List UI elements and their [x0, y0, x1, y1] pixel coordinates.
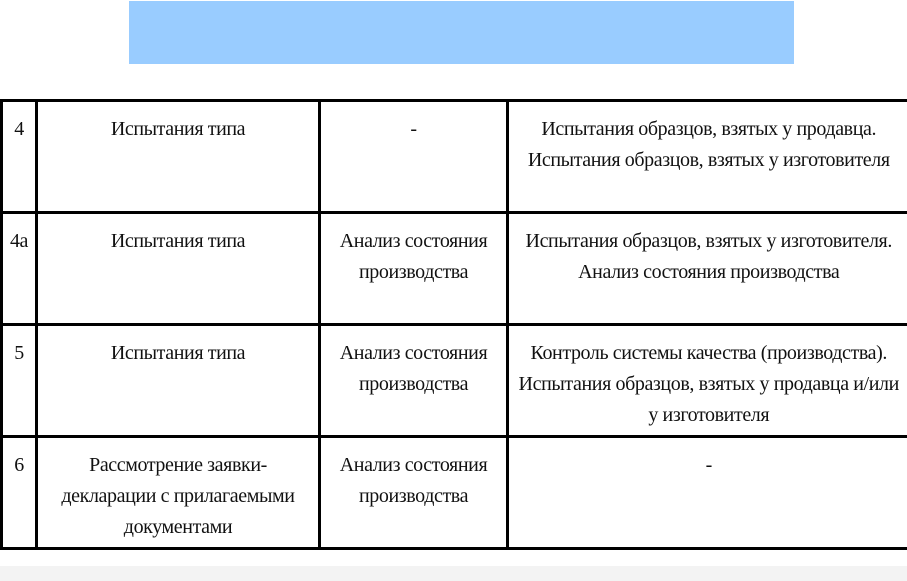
type-assessment-cell: Рассмотрение заявки-декларации с прилагаемыми документами [37, 437, 320, 549]
type-assessment-cell: Испытания типа [37, 325, 320, 437]
production-check-cell: Анализ состояния производства [320, 325, 508, 437]
production-check-cell: Анализ состояния производства [320, 213, 508, 325]
schemes-table [0, 99, 907, 550]
table-row [2, 437, 907, 549]
inspection-control-cell: Контроль системы качества (производства). Испытания образцов, взятых у продавца и/или у изготовителя [508, 325, 907, 437]
type-assessment-cell: Испытания типа [37, 101, 320, 213]
inspection-control-cell: Испытания образцов, взятых у продавца. Испытания образцов, взятых у изготовителя [508, 101, 907, 213]
scheme-number: 4 [2, 101, 37, 213]
scheme-number: 6 [2, 437, 37, 549]
certification-schemes-table [0, 99, 907, 550]
table-row [2, 101, 907, 213]
table-row [2, 213, 907, 325]
table-row [2, 325, 907, 437]
scheme-number: 5 [2, 325, 37, 437]
type-assessment-cell: Испытания типа [37, 213, 320, 325]
scheme-number: 4а [2, 213, 37, 325]
production-check-cell: Анализ состояния производства [320, 437, 508, 549]
title-bar [129, 1, 794, 64]
inspection-control-cell: - [508, 437, 907, 549]
production-check-cell: - [320, 101, 508, 213]
inspection-control-cell: Испытания образцов, взятых у изготовителя. Анализ состояния производства [508, 213, 907, 325]
bottom-strip [0, 566, 907, 581]
